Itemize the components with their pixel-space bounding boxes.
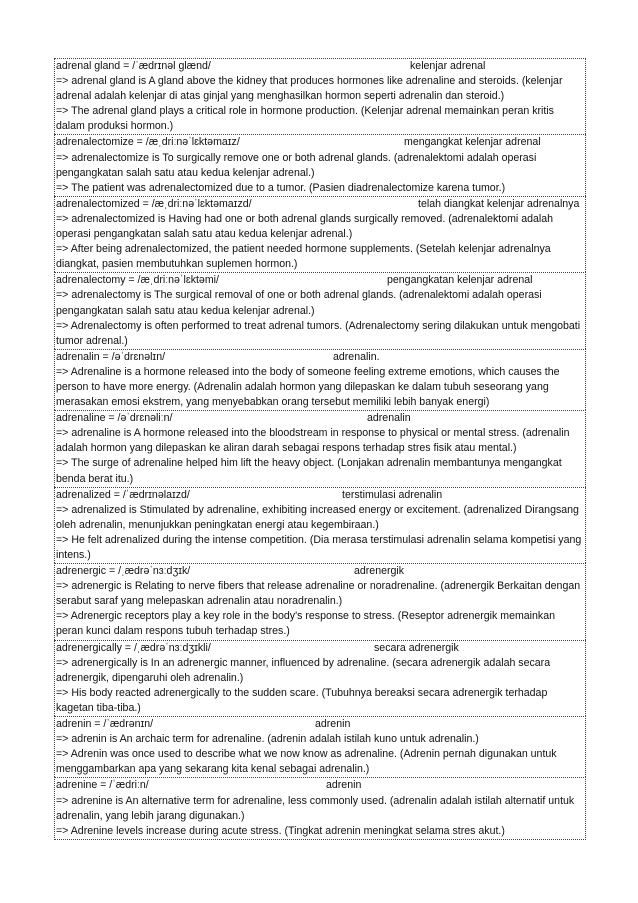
- entry-header: [56, 564, 584, 579]
- translation: kelenjar adrenal: [410, 60, 486, 72]
- entry-header: [56, 59, 584, 74]
- entry-adrenalectomy: [54, 272, 586, 348]
- example-sentence: => Adrenalectomy is often performed to treat adrenal tumors. (Adrenalectomy sering dilakukan untuk mengobati tumor adrenal.): [56, 319, 581, 347]
- entry-adrenaline: [54, 410, 586, 486]
- example-sentence: => The patient was adrenalectomized due to a tumor. (Pasien diadrenalectomize karena tumor.): [56, 181, 506, 194]
- entry-header: [56, 350, 584, 365]
- translation: mengangkat kelenjar adrenal: [404, 136, 541, 149]
- translation: adrenin: [315, 718, 351, 731]
- translation: pengangkatan kelenjar adrenal: [387, 274, 533, 287]
- example-sentence: => His body reacted adrenergically to the sudden scare. (Tubuhnya bereaksi secara adrenergik terhadap kagetan tiba-tiba.): [56, 686, 548, 714]
- headword: adrenergic = /ˌædrəˈnɜːdʒɪk/: [56, 565, 191, 578]
- entry-header: [56, 135, 584, 150]
- entry-header: [56, 411, 584, 426]
- headword: adrenin = /ˈædrənɪn/: [56, 718, 154, 731]
- translation: terstimulasi adrenalin: [342, 488, 443, 501]
- example-sentence: => He felt adrenalized during the intense competition. (Dia merasa terstimulasi adrenalin selama kompetisi yang intens.): [56, 533, 582, 561]
- definition: => adrenalectomy is The surgical removal of one or both adrenal glands. (adrenalektomi adalah operasi pengangkatan salah satu atau kedua kelenjar adrenal.): [56, 289, 542, 317]
- translation: secara adrenergik: [374, 641, 459, 654]
- example-sentence: => The adrenal gland plays a critical role in hormone production. (Kelenjar adrenal memainkan peran kritis dalam produksi hormon.): [56, 105, 554, 133]
- entry-header: [56, 273, 584, 288]
- entry-adrenalin: [54, 349, 586, 410]
- entry-adrenin: [54, 716, 586, 777]
- translation: adrenalin: [367, 412, 411, 425]
- definition: => adrenine is An alternative term for adrenaline, less commonly used. (adrenalin adalah istilah alternatif untuk adrenalin, yang lebih jarang digunakan.): [56, 794, 575, 822]
- definition: => adrenergically is In an adrenergic manner, influenced by adrenaline. (secara adrenergik adalah secara adrenergik, dipengaruhi oleh adrenalin.): [56, 656, 551, 684]
- headword: adrenalectomized = /æˌdriːnəˈlɛktəmaɪzd/: [56, 197, 252, 210]
- headword: adrenalized = /ˈædrɪnəlaɪzd/: [56, 488, 190, 501]
- example-sentence: => Adrenin was once used to describe what we now know as adrenaline. (Adrenin pernah digunakan untuk menggambarkan apa yang sekarang kita kenal sebagai adrenalin.): [56, 748, 557, 776]
- translation: adrenalin.: [333, 350, 380, 363]
- definition: => adrenal gland is A gland above the kidney that produces hormones like adrenaline and steroids. (kelenjar adrenal adalah kelenjar di atas ginjal yang menghasilkan hormon seperti adrenalin dan steroid.): [56, 75, 563, 103]
- translation: adrenergik: [354, 565, 405, 578]
- entry-header: [56, 641, 584, 656]
- translation: adrenin: [326, 779, 362, 792]
- example-sentence: => The surge of adrenaline helped him lift the heavy object. (Lonjakan adrenalin membantunya mengangkat benda berat itu.): [56, 457, 562, 485]
- definition: => adrenaline is A hormone released into the bloodstream in response to physical or mental stress. (adrenalin adalah hormon yang dilepaskan ke aliran darah sebagai respons terhadap stres fisik atau mental.): [56, 427, 570, 455]
- definition: => adrenalized is Stimulated by adrenaline, exhibiting increased energy or excitement. (adrenalized Dirangsang oleh adrenalin, menunjukkan peningkatan energi atau kegembiraan.): [56, 503, 579, 531]
- headword: adrenergically = /ˌædrəˈnɜːdʒɪkli/: [56, 641, 211, 654]
- example-sentence: => Adrenergic receptors play a key role in the body's response to stress. (Reseptor adrenergik memainkan peran kunci dalam respons tubuh terhadap stres.): [56, 610, 556, 638]
- entry-adrenalized: [54, 487, 586, 563]
- headword: adrenalectomy = /æˌdriːnəˈlɛktəmi/: [56, 274, 219, 287]
- definition: => adrenalectomize is To surgically remove one or both adrenal glands. (adrenalektomi adalah operasi pengangkatan salah satu atau kedua kelenjar adrenal.): [56, 151, 537, 179]
- example-sentence: => Adrenine levels increase during acute stress. (Tingkat adrenin meningkat selama stres akut.): [56, 824, 505, 837]
- entry-header: [56, 488, 584, 503]
- entry-header: [56, 778, 584, 793]
- headword: adrenalin = /əˈdrɛnəlɪn/: [56, 350, 166, 363]
- dictionary-list: [54, 58, 586, 840]
- entry-adrenergically: [54, 640, 586, 716]
- definition: => Adrenaline is a hormone released into the body of someone feeling extreme emotions, which causes the person to have more energy. (Adrenalin adalah hormon yang dilepaskan ke dalam tubuh seseorang yang merasakan emosi ekstrem, yang menyebabkan orang tersebut memiliki lebih banyak energi): [56, 365, 560, 409]
- entry-header: [56, 717, 584, 732]
- headword: adrenine = /ˈædriːn/: [56, 779, 149, 792]
- translation: telah diangkat kelenjar adrenalnya: [418, 197, 580, 210]
- entry-header: [56, 197, 584, 212]
- entry-adrenergic: [54, 563, 586, 639]
- entry-adrenine: [54, 777, 586, 839]
- definition: => adrenergic is Relating to nerve fibers that release adrenaline or noradrenaline. (adrenergik Berkaitan dengan serabut saraf yang melepaskan adrenalin atau noradrenalin.): [56, 580, 581, 608]
- entry-adrenalectomize: [54, 134, 586, 195]
- definition: => adrenalectomized is Having had one or both adrenal glands surgically removed. (adrenalektomi adalah operasi pengangkatan salah satu atau kedua kelenjar adrenal.): [56, 212, 554, 241]
- headword: adrenaline = /əˈdrɛnəliːn/: [56, 412, 173, 425]
- definition: => adrenin is An archaic term for adrenaline. (adrenin adalah istilah kuno untuk adrenalin.): [56, 733, 479, 746]
- entry-adrenal-gland: [54, 58, 586, 134]
- example-sentence: => After being adrenalectomized, the patient needed hormone supplements. (Setelah kelenjar adrenalnya diangkat, pasien membutuhkan suplemen hormon.): [56, 243, 551, 271]
- entry-adrenalectomized: [54, 196, 586, 272]
- headword: adrenalectomize = /æˌdriːnəˈlɛktəmaɪz/: [56, 136, 240, 149]
- headword: adrenal gland = /ˈædrɪnəl glænd/: [56, 60, 211, 72]
